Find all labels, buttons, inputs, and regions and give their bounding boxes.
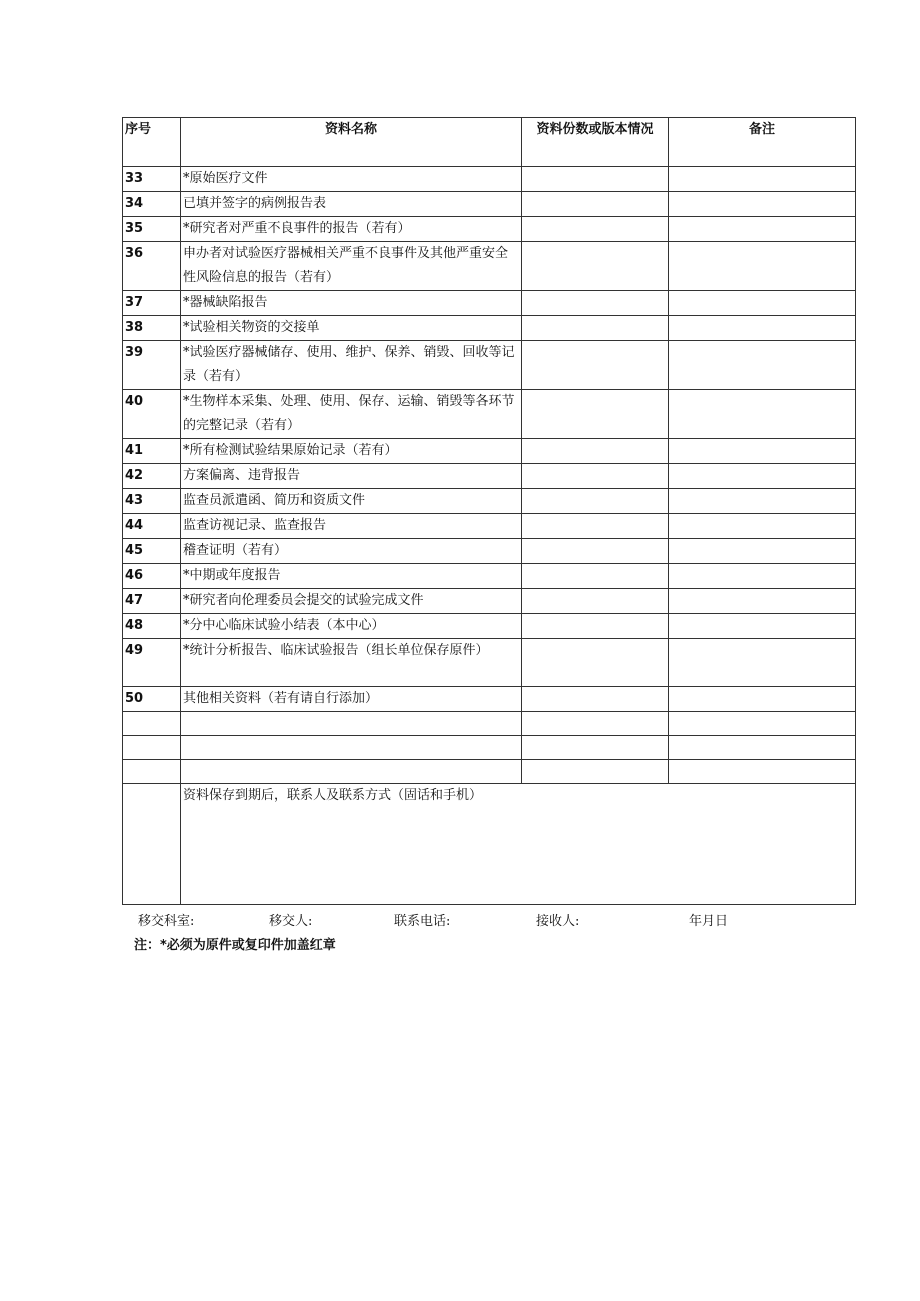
row-number: 41 bbox=[123, 439, 181, 464]
row-number: 36 bbox=[123, 242, 181, 291]
row-number: 49 bbox=[123, 639, 181, 687]
signature-footer bbox=[138, 910, 838, 930]
table-row bbox=[123, 242, 856, 291]
empty-cell[interactable] bbox=[669, 712, 856, 736]
header-no: 序号 bbox=[123, 118, 181, 167]
row-document-name: *统计分析报告、临床试验报告（组长单位保存原件） bbox=[181, 639, 522, 687]
row-document-name: 已填并签字的病例报告表 bbox=[181, 192, 522, 217]
row-remarks-cell[interactable] bbox=[669, 564, 856, 589]
contact-empty-cell bbox=[123, 784, 181, 905]
contact-row bbox=[123, 784, 856, 905]
row-remarks-cell[interactable] bbox=[669, 614, 856, 639]
row-remarks-cell[interactable] bbox=[669, 192, 856, 217]
row-remarks-cell[interactable] bbox=[669, 341, 856, 390]
row-number: 35 bbox=[123, 217, 181, 242]
row-number: 39 bbox=[123, 341, 181, 390]
row-number: 42 bbox=[123, 464, 181, 489]
row-document-name: *原始医疗文件 bbox=[181, 167, 522, 192]
row-document-name: *生物样本采集、处理、使用、保存、运输、销毁等各环节的完整记录（若有） bbox=[181, 390, 522, 439]
empty-cell[interactable] bbox=[181, 712, 522, 736]
empty-cell[interactable] bbox=[522, 760, 669, 784]
row-number: 34 bbox=[123, 192, 181, 217]
row-document-name: 其他相关资料（若有请自行添加） bbox=[181, 687, 522, 712]
row-copies-cell[interactable] bbox=[522, 316, 669, 341]
row-number: 48 bbox=[123, 614, 181, 639]
header-copies: 资料份数或版本情况 bbox=[522, 118, 669, 167]
row-number: 45 bbox=[123, 539, 181, 564]
row-document-name: *试验相关物资的交接单 bbox=[181, 316, 522, 341]
header-remarks: 备注 bbox=[669, 118, 856, 167]
row-document-name: 稽查证明（若有） bbox=[181, 539, 522, 564]
row-number: 40 bbox=[123, 390, 181, 439]
row-copies-cell[interactable] bbox=[522, 217, 669, 242]
table-row bbox=[123, 390, 856, 439]
document-table bbox=[122, 117, 856, 905]
row-remarks-cell[interactable] bbox=[669, 639, 856, 687]
row-document-name: *试验医疗器械储存、使用、维护、保养、销毁、回收等记录（若有） bbox=[181, 341, 522, 390]
row-copies-cell[interactable] bbox=[522, 341, 669, 390]
empty-cell[interactable] bbox=[522, 712, 669, 736]
row-remarks-cell[interactable] bbox=[669, 464, 856, 489]
row-copies-cell[interactable] bbox=[522, 242, 669, 291]
table-row bbox=[123, 489, 856, 514]
empty-cell[interactable] bbox=[181, 760, 522, 784]
row-document-name: *研究者对严重不良事件的报告（若有） bbox=[181, 217, 522, 242]
transfer-dept-label: 移交科室: bbox=[138, 914, 195, 929]
table-row bbox=[123, 291, 856, 316]
row-number: 43 bbox=[123, 489, 181, 514]
empty-cell[interactable] bbox=[669, 736, 856, 760]
row-remarks-cell[interactable] bbox=[669, 514, 856, 539]
row-remarks-cell[interactable] bbox=[669, 687, 856, 712]
row-document-name: 申办者对试验医疗器械相关严重不良事件及其他严重安全性风险信息的报告（若有） bbox=[181, 242, 522, 291]
row-copies-cell[interactable] bbox=[522, 539, 669, 564]
empty-row bbox=[123, 736, 856, 760]
empty-cell[interactable] bbox=[522, 736, 669, 760]
row-remarks-cell[interactable] bbox=[669, 390, 856, 439]
table-header-row bbox=[123, 118, 856, 167]
row-copies-cell[interactable] bbox=[522, 291, 669, 316]
row-copies-cell[interactable] bbox=[522, 390, 669, 439]
row-remarks-cell[interactable] bbox=[669, 242, 856, 291]
row-copies-cell[interactable] bbox=[522, 192, 669, 217]
row-copies-cell[interactable] bbox=[522, 589, 669, 614]
row-copies-cell[interactable] bbox=[522, 514, 669, 539]
table-row bbox=[123, 341, 856, 390]
row-remarks-cell[interactable] bbox=[669, 439, 856, 464]
row-document-name: *器械缺陷报告 bbox=[181, 291, 522, 316]
row-remarks-cell[interactable] bbox=[669, 167, 856, 192]
transferor-label: 移交人: bbox=[269, 914, 313, 929]
row-remarks-cell[interactable] bbox=[669, 589, 856, 614]
date-label: 年月日 bbox=[689, 914, 729, 929]
row-number: 44 bbox=[123, 514, 181, 539]
row-remarks-cell[interactable] bbox=[669, 291, 856, 316]
empty-row bbox=[123, 712, 856, 736]
table-row bbox=[123, 192, 856, 217]
table-row bbox=[123, 614, 856, 639]
row-number: 47 bbox=[123, 589, 181, 614]
contact-info-field[interactable] bbox=[181, 784, 856, 905]
row-document-name: *中期或年度报告 bbox=[181, 564, 522, 589]
empty-cell[interactable] bbox=[123, 736, 181, 760]
empty-cell[interactable] bbox=[181, 736, 522, 760]
table-row bbox=[123, 564, 856, 589]
table-row bbox=[123, 589, 856, 614]
row-number: 46 bbox=[123, 564, 181, 589]
empty-row bbox=[123, 760, 856, 784]
empty-cell[interactable] bbox=[669, 760, 856, 784]
empty-cell[interactable] bbox=[123, 712, 181, 736]
row-number: 50 bbox=[123, 687, 181, 712]
row-copies-cell[interactable] bbox=[522, 687, 669, 712]
table-row bbox=[123, 316, 856, 341]
row-copies-cell[interactable] bbox=[522, 639, 669, 687]
empty-cell[interactable] bbox=[123, 760, 181, 784]
table-row bbox=[123, 464, 856, 489]
header-name: 资料名称 bbox=[181, 118, 522, 167]
contact-info-label: 资料保存到期后，联系人及联系方式（固话和手机） bbox=[183, 788, 483, 803]
row-copies-cell[interactable] bbox=[522, 464, 669, 489]
row-copies-cell[interactable] bbox=[522, 614, 669, 639]
table-row bbox=[123, 217, 856, 242]
table-row bbox=[123, 514, 856, 539]
row-document-name: 监查员派遣函、简历和资质文件 bbox=[181, 489, 522, 514]
receiver-label: 接收人: bbox=[536, 914, 580, 929]
table-row bbox=[123, 167, 856, 192]
phone-label: 联系电话: bbox=[394, 914, 451, 929]
row-document-name: *所有检测试验结果原始记录（若有） bbox=[181, 439, 522, 464]
footnote: 注：*必须为原件或复印件加盖红章 bbox=[134, 938, 336, 953]
row-copies-cell[interactable] bbox=[522, 564, 669, 589]
row-remarks-cell[interactable] bbox=[669, 539, 856, 564]
row-copies-cell[interactable] bbox=[522, 439, 669, 464]
row-number: 33 bbox=[123, 167, 181, 192]
row-number: 38 bbox=[123, 316, 181, 341]
row-remarks-cell[interactable] bbox=[669, 489, 856, 514]
row-copies-cell[interactable] bbox=[522, 489, 669, 514]
row-number: 37 bbox=[123, 291, 181, 316]
table-row bbox=[123, 539, 856, 564]
row-document-name: 方案偏离、违背报告 bbox=[181, 464, 522, 489]
row-document-name: *研究者向伦理委员会提交的试验完成文件 bbox=[181, 589, 522, 614]
row-remarks-cell[interactable] bbox=[669, 316, 856, 341]
row-document-name: 监查访视记录、监查报告 bbox=[181, 514, 522, 539]
table-row bbox=[123, 687, 856, 712]
table-row bbox=[123, 639, 856, 687]
row-document-name: *分中心临床试验小结表（本中心） bbox=[181, 614, 522, 639]
row-copies-cell[interactable] bbox=[522, 167, 669, 192]
row-remarks-cell[interactable] bbox=[669, 217, 856, 242]
table-row bbox=[123, 439, 856, 464]
